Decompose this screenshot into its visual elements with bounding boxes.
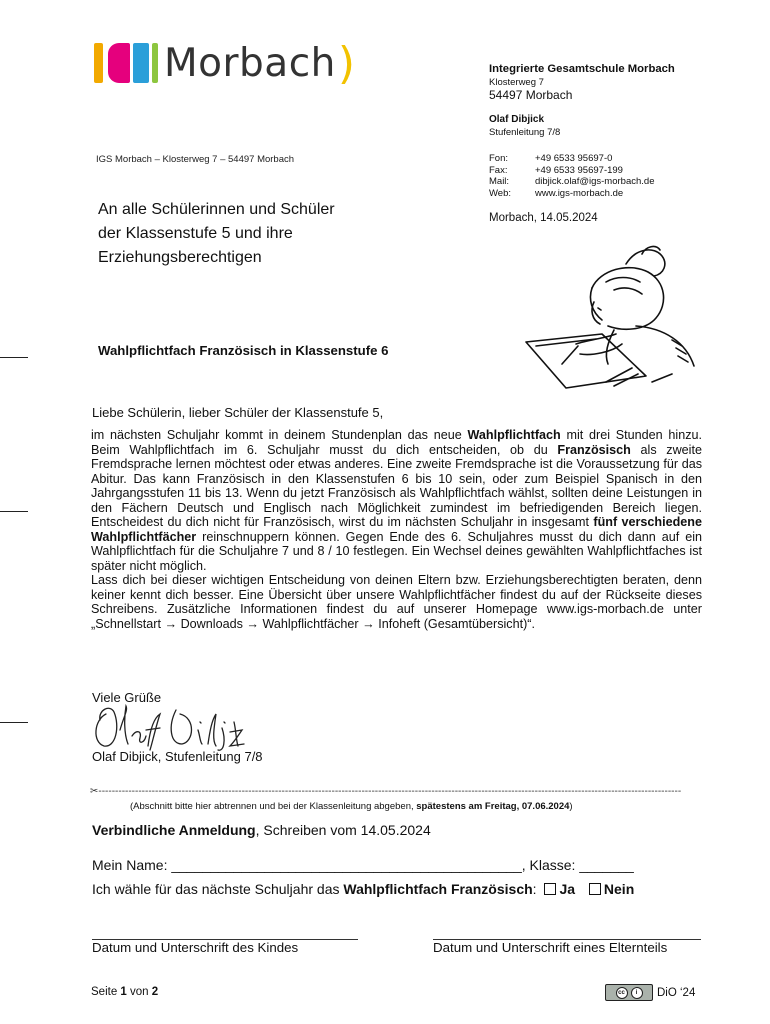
subject-choice: Ich wähle für das nächste Schuljahr das Wahlpflichtfach Französisch: Ja Nein	[92, 881, 635, 897]
name-class-field[interactable]: Mein Name: _____________________________________________, Klasse: _______	[92, 857, 634, 873]
contact-row: Mail: dibjick.olaf@igs-morbach.de	[489, 176, 655, 187]
contact-table	[489, 153, 654, 199]
contact-row: Web: www.igs-morbach.de	[489, 188, 654, 200]
license-text: DiO ‘24	[657, 986, 696, 999]
fold-mark	[0, 357, 28, 358]
contact-person: Olaf Dibjick	[489, 114, 545, 125]
signature-label-child: Datum und Unterschrift des Kindes	[92, 940, 299, 955]
checkbox-no[interactable]	[589, 883, 601, 895]
cc-icon: cc	[616, 987, 628, 999]
letter-date: Morbach, 14.05.2024	[489, 212, 598, 224]
choice-no-label: Nein	[603, 881, 635, 897]
registration-heading: Verbindliche Anmeldung, Schreiben vom 14.05.2024	[92, 822, 431, 838]
contact-web[interactable]: www.igs-morbach.de	[535, 187, 624, 199]
punch-mark	[0, 722, 28, 723]
closing: Viele Grüße	[92, 690, 162, 705]
signature-name: Olaf Dibjick, Stufenleitung 7/8	[92, 749, 263, 764]
cut-note: (Abschnitt bitte hier abtrennen und bei der Klassenleitung abgeben, spätestens am Freitag, 07.06.2024)	[130, 801, 573, 812]
contact-row: Fon: +49 6533 95697-0	[489, 153, 613, 164]
school-city: 54497 Morbach	[489, 88, 573, 102]
writing-girl-illustration	[496, 242, 716, 392]
logo-bar-s	[133, 43, 149, 83]
contact-email[interactable]: dibjick.olaf@igs-morbach.de	[535, 176, 655, 187]
by-icon: i	[631, 987, 643, 999]
logo-paren: )	[337, 37, 356, 89]
cc-by-badge	[605, 984, 653, 1001]
sender-line: IGS Morbach – Klosterweg 7 – 54497 Morbach	[96, 154, 295, 165]
cut-line: ✂-------------------------------------------------------------------------------------------------------------------------------------------------------------------------------	[90, 786, 682, 797]
recipient-address: An alle Schülerinnen und Schüler der Klassenstufe 5 und ihre Erziehungsberechtigen	[98, 201, 335, 266]
paragraph-2: Lass dich bei dieser wichtigen Entscheidung von deinen Eltern bzw. Erziehungsberechtigten beraten, denn keiner kennt dich besser. Eine Übersicht über unsere Wahlpflichtfächer findest du auf der Rückseite dieses Schreibens. Zusätzliche Informationen findest du auf unserer Homepage www.igs-morbach.de unter „Schnellstart → Downloads → Wahlpflichtfächer → Infoheft (Gesamtübersicht)“.	[91, 573, 702, 631]
school-name: Integrierte Gesamtschule Morbach	[489, 63, 675, 75]
logo-text: Morbach	[164, 40, 336, 86]
logo-bar-g	[108, 43, 130, 83]
salutation: Liebe Schülerin, lieber Schüler der Klassenstufe 5,	[92, 405, 384, 420]
contact-role: Stufenleitung 7/8	[489, 127, 561, 138]
page-number: Seite 1 von 2	[91, 986, 159, 998]
school-info	[489, 63, 675, 139]
license-footer	[605, 984, 695, 1001]
logo-bar-end	[152, 43, 158, 83]
choice-yes-label: Ja	[559, 881, 576, 897]
fold-mark	[0, 511, 28, 512]
letter-body	[91, 428, 702, 631]
logo-bar-i	[94, 43, 103, 83]
letter-subject: Wahlpflichtfach Französisch in Klassenstufe 6	[98, 343, 389, 358]
handwritten-signature	[90, 700, 250, 752]
checkbox-yes[interactable]	[544, 883, 556, 895]
school-logo	[94, 38, 355, 88]
signature-label-parent: Datum und Unterschrift eines Elternteils	[433, 940, 668, 955]
paragraph-1: im nächsten Schuljahr kommt in deinem Stundenplan das neue Wahlpflichtfach mit drei Stunden hinzu. Beim Wahlpflichtfach im 6. Schuljahr musst du dich entscheiden, ob du Französisch als zweite Fremdsprache lernen möchtest oder etwas anderes. Eine zweite Fremdsprache ist die Voraussetzung für das Abitur. Das kann Französisch in den Klassenstufen 6 bis 10 sein, oder zum Beispiel Spanisch in den Jahrgangsstufen 11 bis 13. Wenn du jetzt Französisch als Wahlpflichtfach wählst, sollten deine Leistungen in den Fächern Deutsch und Englisch nach Möglichkeit zumindest im befriedigenden Bereich liegen. Entscheidest du dich nicht für Französisch, wirst du im nächsten Schuljahr in insgesamt fünf verschiedene Wahlpflichtfächer reinschnuppern können. Gegen Ende des 6. Schuljahres musst du dich dann auf ein Wahlpflichtfach für die Schuljahre 7 und 8 / 10 festlegen. Ein Wechsel deines gewählten Wahlpflichtfaches ist später nicht möglich.	[91, 428, 702, 573]
school-street: Klosterweg 7	[489, 77, 544, 88]
contact-row: Fax: +49 6533 95697-199	[489, 164, 623, 176]
